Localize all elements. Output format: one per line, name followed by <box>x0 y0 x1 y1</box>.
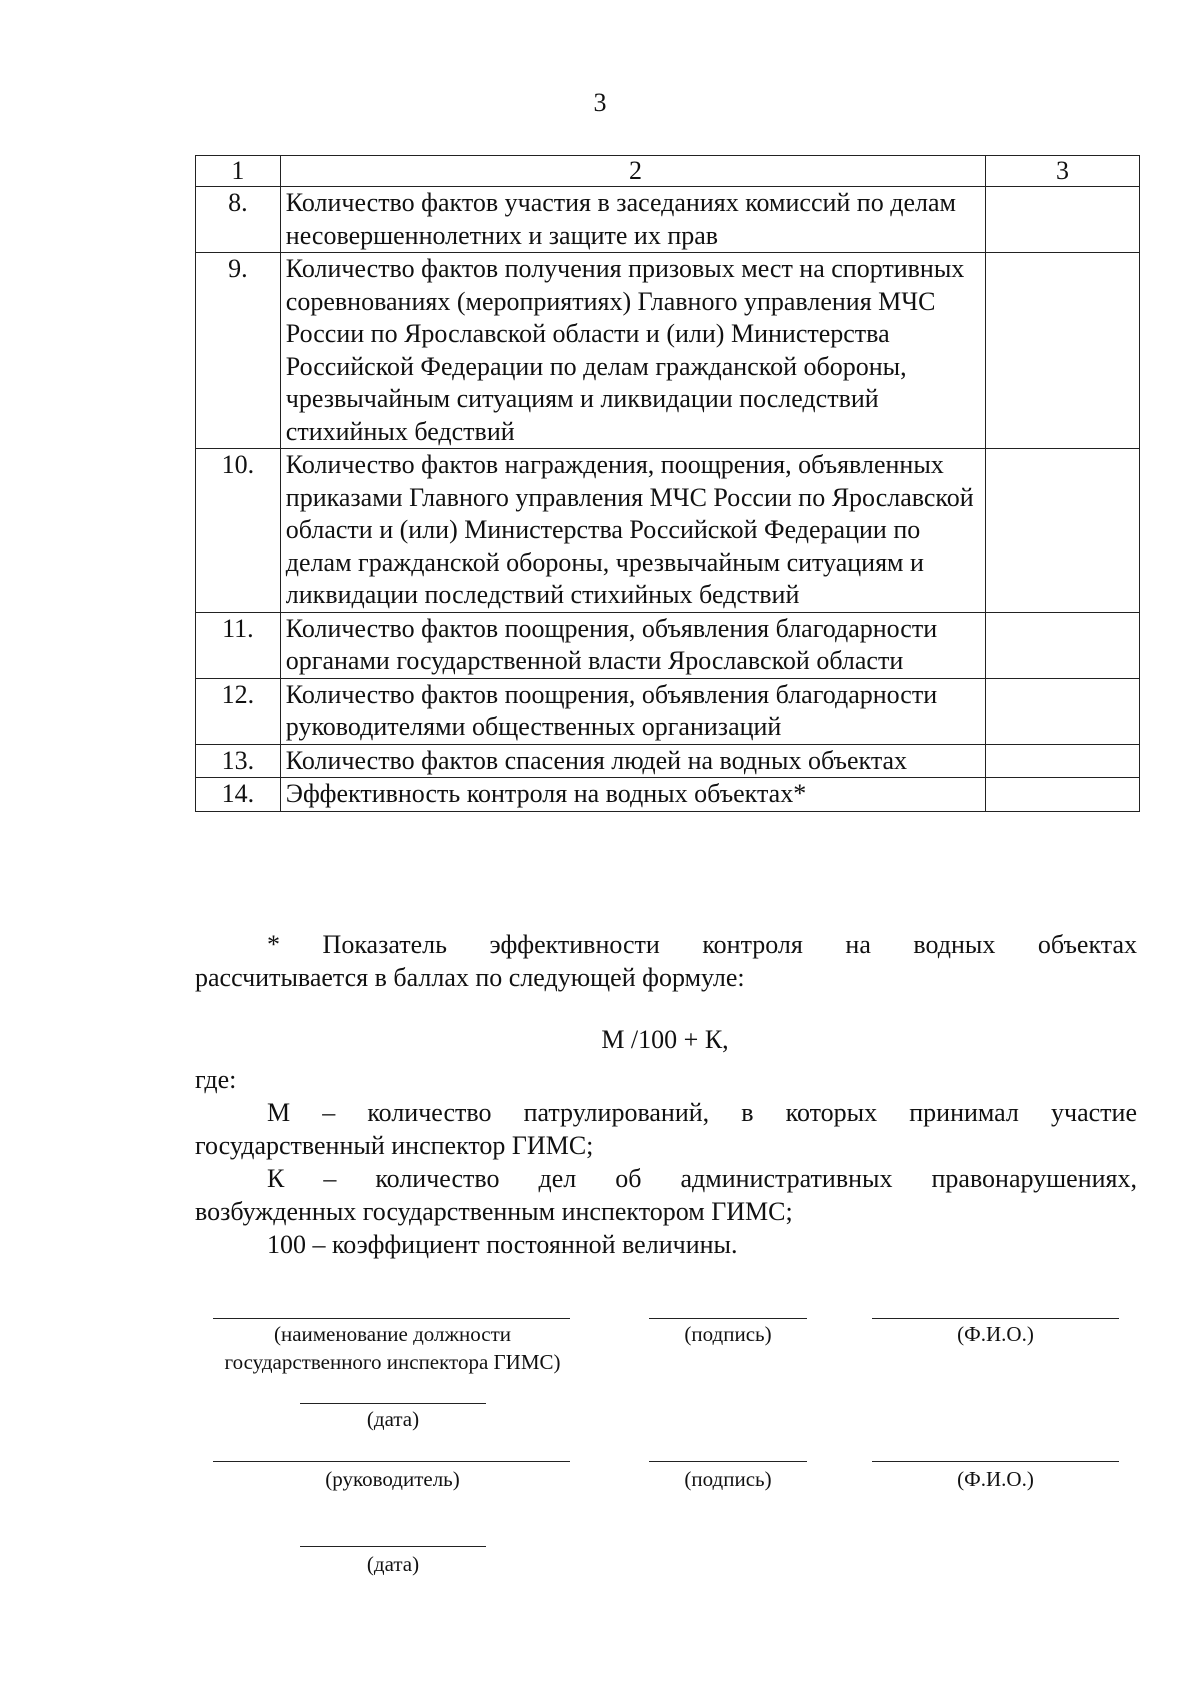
signature-line-1 <box>649 1318 807 1319</box>
row-value-cell <box>986 744 1140 778</box>
signature-line-2 <box>649 1461 807 1462</box>
row-value-cell <box>986 187 1140 253</box>
table-row <box>196 187 1140 253</box>
date-line-2 <box>300 1546 486 1547</box>
footnote-line-1: * Показатель эффективности контроля на водных объектах <box>267 930 1137 959</box>
row-number: 8. <box>196 187 281 253</box>
row-value-cell <box>986 253 1140 449</box>
row-number: 11. <box>196 612 281 678</box>
row-indicator-text: Количество фактов поощрения, объявления благодарности органами государственной власти Ярославской области <box>280 612 985 678</box>
table-row <box>196 744 1140 778</box>
legend-m-line-1: М – количество патрулирований, в которых принимал участие <box>267 1098 1137 1127</box>
position-signature-line <box>213 1318 570 1319</box>
row-indicator-text: Количество фактов поощрения, объявления благодарности руководителями общественных организаций <box>280 678 985 744</box>
column-header-2: 2 <box>280 156 985 187</box>
table-row <box>196 678 1140 744</box>
signature-caption-2: (подпись) <box>684 1467 772 1491</box>
row-value-cell <box>986 612 1140 678</box>
row-number: 10. <box>196 449 281 613</box>
name-line-1 <box>872 1318 1119 1319</box>
head-caption: (руководитель) <box>325 1467 460 1491</box>
date-caption-2: (дата) <box>366 1552 420 1576</box>
table-row <box>196 449 1140 613</box>
row-number: 9. <box>196 253 281 449</box>
column-header-3: 3 <box>986 156 1140 187</box>
row-value-cell <box>986 678 1140 744</box>
footnote-line-2: рассчитывается в баллах по следующей формуле: <box>195 963 745 992</box>
row-indicator-text: Количество фактов получения призовых мест на спортивных соревнованиях (мероприятиях) Главного управления МЧС России по Ярославской области и (или) Министерства Российской Федерации по делам гражданской обороны, чрезвычайным ситуациям и ликвидации последствий стихийных бедствий <box>280 253 985 449</box>
row-indicator-text: Количество фактов участия в заседаниях комиссий по делам несовершеннолетних и защите их прав <box>280 187 985 253</box>
row-indicator-text: Количество фактов награждения, поощрения, объявленных приказами Главного управления МЧС России по Ярославской области и (или) Министерства Российской Федерации по делам гражданской обороны, чрезвычайным ситуациям и ликвидации последствий стихийных бедствий <box>280 449 985 613</box>
table-row <box>196 612 1140 678</box>
indicators-table <box>195 155 1140 812</box>
formula: М /100 + К, <box>601 1025 729 1054</box>
where-label: где: <box>195 1065 237 1094</box>
legend-k-line-1: К – количество дел об административных правонарушениях, <box>267 1164 1137 1193</box>
head-signature-line <box>213 1461 570 1462</box>
legend-k-line-2: возбужденных государственным инспектором ГИМС; <box>195 1197 793 1226</box>
name-line-2 <box>872 1461 1119 1462</box>
signature-caption-1: (подпись) <box>684 1322 772 1346</box>
row-value-cell <box>986 778 1140 812</box>
date-line-1 <box>300 1403 486 1404</box>
row-indicator-text: Количество фактов спасения людей на водных объектах <box>280 744 985 778</box>
row-number: 13. <box>196 744 281 778</box>
column-header-1: 1 <box>196 156 281 187</box>
row-value-cell <box>986 449 1140 613</box>
table-header-row <box>196 156 1140 187</box>
position-caption-line-1: (наименование должности <box>273 1322 512 1346</box>
page-number: 3 <box>593 88 607 117</box>
position-caption-line-2: государственного инспектора ГИМС) <box>224 1350 561 1374</box>
date-caption-1: (дата) <box>366 1407 420 1431</box>
row-indicator-text: Эффективность контроля на водных объектах* <box>280 778 985 812</box>
name-caption-1: (Ф.И.О.) <box>957 1322 1034 1346</box>
legend-m-line-2: государственный инспектор ГИМС; <box>195 1131 594 1160</box>
row-number: 14. <box>196 778 281 812</box>
table-row <box>196 253 1140 449</box>
name-caption-2: (Ф.И.О.) <box>957 1467 1034 1491</box>
footnote <box>195 928 1137 994</box>
row-number: 12. <box>196 678 281 744</box>
legend-coefficient: 100 – коэффициент постоянной величины. <box>267 1230 738 1259</box>
table-row <box>196 778 1140 812</box>
formula-legend <box>195 1063 1137 1261</box>
